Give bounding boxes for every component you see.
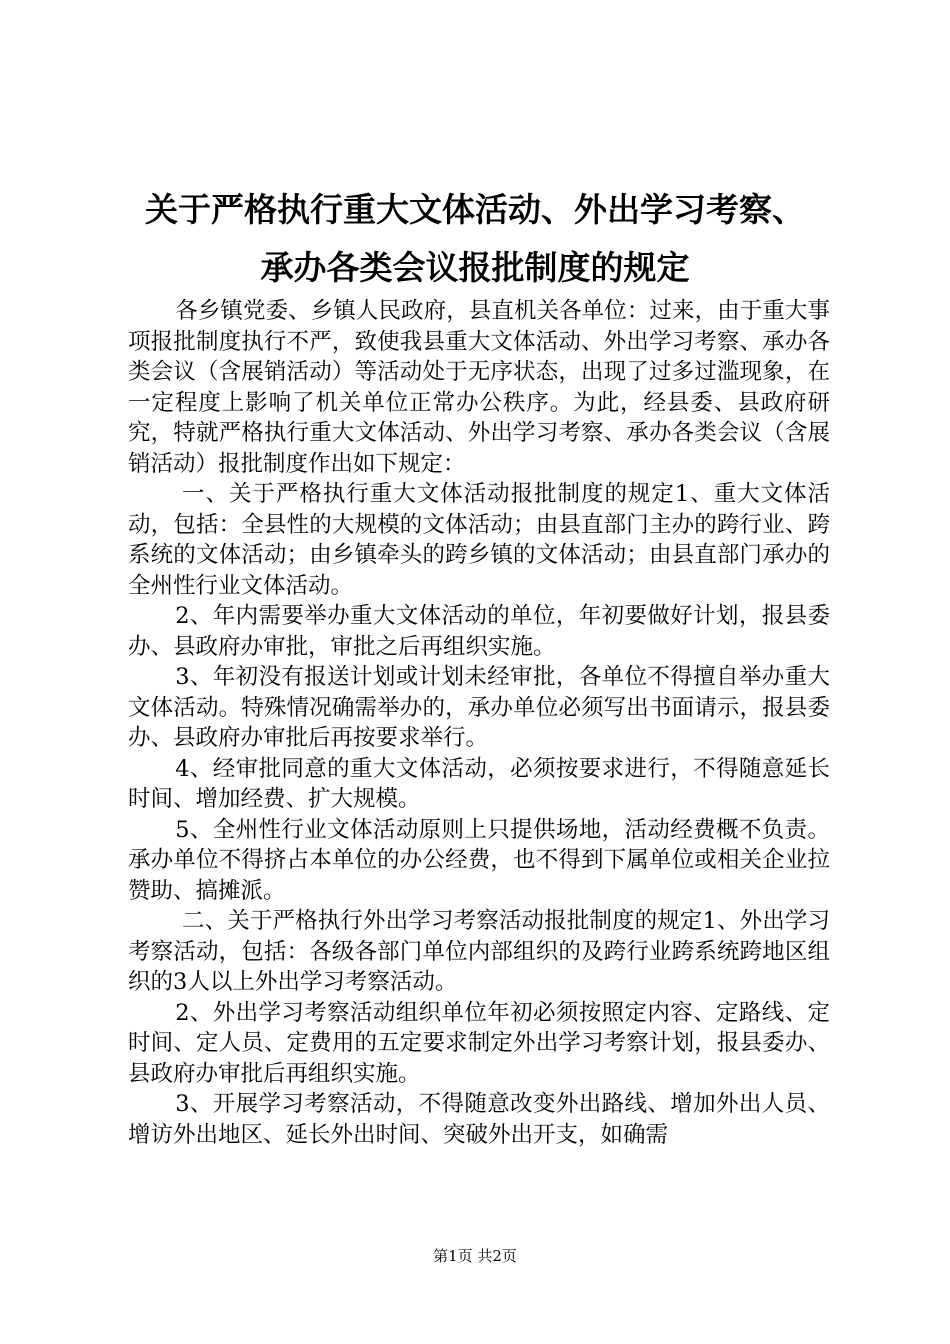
paragraph-item-2-2: 2、外出学习考察活动组织单位年初必须按照定内容、定路线、定时间、定人员、定费用的五定要求制定外出学习考察计划，报县委办、县政府办审批后再组织实施。 [128, 999, 830, 1087]
paragraph-section-2: 二、关于严格执行外出学习考察活动报批制度的规定1、外出学习考察活动，包括：各级各部门单位内部组织的及跨行业跨系统跨地区组织的3人以上外出学习考察活动。 [128, 908, 830, 995]
document-title-line-1: 关于严格执行重大文体活动、外出学习考察、 [145, 190, 805, 229]
paragraph-item-1-3: 3、年初没有报送计划或计划未经审批，各单位不得擅自举办重大文体活动。特殊情况确需举办的，承办单位必须写出书面请示，报县委办、县政府办审批后再按要求举行。 [128, 664, 830, 751]
document-title-line-2: 承办各类会议报批制度的规定 [260, 248, 690, 287]
page-number-footer: 第1页 共2页 [433, 1247, 517, 1265]
paragraph-section-1: 一、关于严格执行重大文体活动报批制度的规定1、重大文体活动，包括：全县性的大规模的文体活动；由县直部门主办的跨行业、跨系统的文体活动；由乡镇牵头的跨乡镇的文体活动；由县直部门承办的全州性行业文体活动。 [128, 481, 830, 599]
paragraph-item-1-2: 2、年内需要举办重大文体活动的单位，年初要做好计划，报县委办、县政府办审批，审批之后再组织实施。 [128, 603, 830, 660]
paragraph-item-1-4: 4、经审批同意的重大文体活动，必须按要求进行，不得随意延长时间、增加经费、扩大规模。 [128, 755, 830, 812]
document-body [128, 296, 830, 1150]
paragraph-intro: 各乡镇党委、乡镇人民政府，县直机关各单位：过来，由于重大事项报批制度执行不严，致使我县重大文体活动、外出学习考察、承办各类会议（含展销活动）等活动处于无序状态，出现了过多过滥现象，在一定程度上影响了机关单位正常办公秩序。为此，经县委、县政府研究，特就严格执行重大文体活动、外出学习考察、承办各类会议（含展销活动）报批制度作出如下规定： [128, 298, 830, 477]
paragraph-item-1-5: 5、全州性行业文体活动原则上只提供场地，活动经费概不负责。承办单位不得挤占本单位的办公经费，也不得到下属单位或相关企业拉赞助、搞摊派。 [128, 816, 830, 904]
paragraph-item-2-3: 3、开展学习考察活动，不得随意改变外出路线、增加外出人员、增访外出地区、延长外出时间、突破外出开支，如确需 [128, 1091, 830, 1148]
